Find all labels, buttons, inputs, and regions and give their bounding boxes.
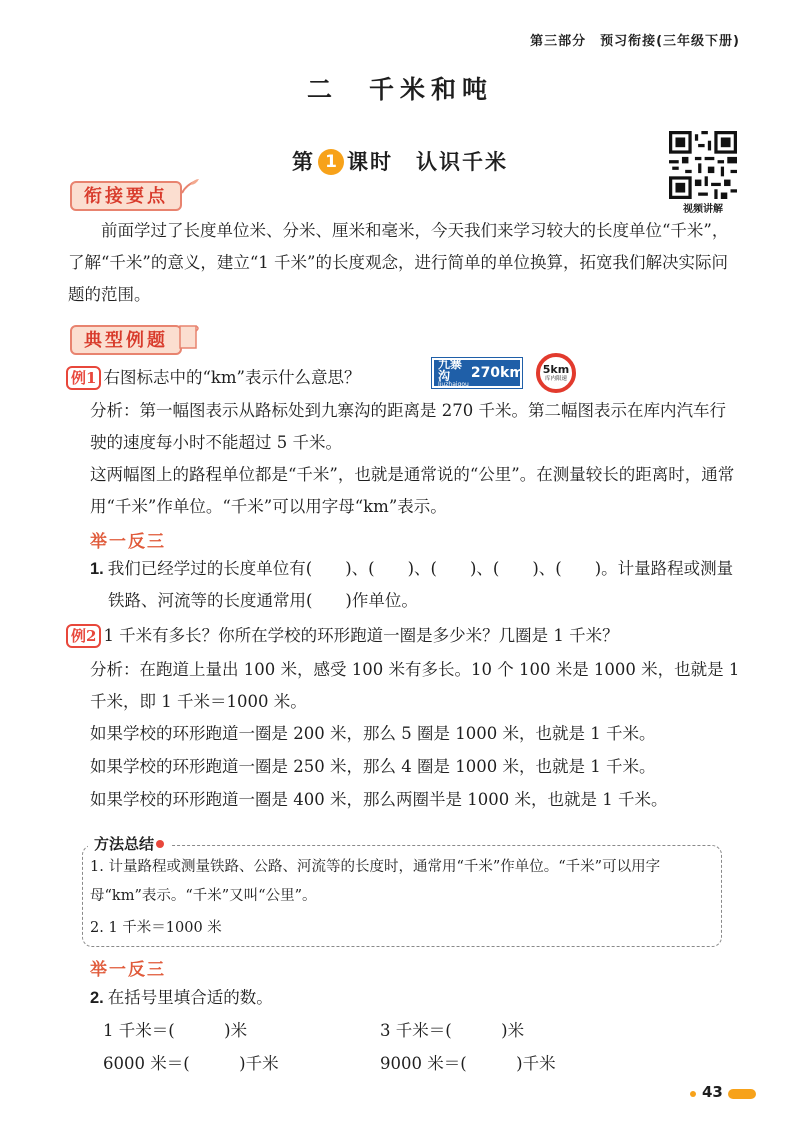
fill-blank-item[interactable]: 3 千米＝( )米: [380, 1021, 525, 1040]
speed-limit-caption: 库内限速: [544, 376, 567, 382]
example1-question-line: [66, 362, 426, 394]
examples-section-tag: 典型例题: [70, 325, 182, 355]
practice2-heading: 举一反三: [90, 960, 166, 980]
example2-analysis: 分析：在跑道上量出 100 米，感受 100 米有多长。10 个 100 米是 1000 米，也就是 1 千米，即 1 千米＝1000 米。: [90, 660, 740, 711]
example2-label: 例2: [66, 624, 101, 648]
example1-analysis: 分析：第一幅图表示从路标处到九寨沟的距离是 270 千米。第二幅图表示在库内汽车行驶的速度每小时不能超过 5 千米。: [90, 401, 726, 452]
chapter-title: 二 千米和吨: [306, 75, 493, 104]
example2-line: 如果学校的环形跑道一圈是 250 米，那么 4 圈是 1000 米，也就是 1 千米。: [90, 757, 656, 776]
example1-label: 例1: [66, 366, 101, 390]
practice2-question: [90, 982, 740, 1014]
fill-blank-item[interactable]: 1 千米＝( )米: [103, 1021, 248, 1040]
speed-limit-sign: [536, 353, 576, 393]
example1-question: 右图标志中的“km”表示什么意思？: [103, 368, 361, 387]
road-sign-place: 九寨沟: [438, 357, 463, 383]
method-item-1: 1. 计量路程或测量铁路、公路、河流等的长度时，通常用“千米”作单位。“千米”可以用字母“km”表示。“千米”又叫“公里”。: [90, 859, 661, 904]
method-item-2: 2. 1 千米＝1000 米: [90, 920, 222, 936]
dot-icon: [156, 840, 164, 848]
method-summary-title: 方法总结: [94, 835, 155, 853]
example2-line: 如果学校的环形跑道一圈是 400 米，那么两圈半是 1000 米，也就是 1 千米。: [90, 790, 668, 809]
scroll-flag-icon: [178, 322, 200, 352]
road-sign-pinyin: Jiuzhaigou: [438, 381, 469, 388]
practice1-text: 我们已经学过的长度单位有( )、( )、( )、( )、( )。计量路程或测量铁路、河流等的长度通常用( )作单位。: [107, 559, 734, 610]
lesson-prefix: 第: [292, 150, 315, 174]
fill-blank-item[interactable]: 9000 米＝( )千米: [380, 1054, 556, 1073]
road-sign: [432, 358, 522, 388]
bridge-paragraph: 前面学过了长度单位米、分米、厘米和毫米，今天我们来学习较大的长度单位“千米”，了解“千米”的意义，建立“1 千米”的长度观念，进行简单的单位换算，拓宽我们解决实际问题的范围。: [68, 221, 729, 304]
lesson-number-badge: 1: [318, 149, 344, 175]
bridge-section-tag: 衔接要点: [70, 181, 182, 211]
page-bar-icon: [728, 1089, 756, 1099]
practice1-heading: 举一反三: [90, 532, 166, 552]
qr-label: 视频讲解: [683, 204, 723, 215]
speed-limit-value: 5km: [542, 363, 570, 376]
road-sign-distance: 270km: [470, 365, 524, 381]
lesson-suffix: 课时 认识千米: [347, 150, 508, 174]
practice1-question: [90, 553, 740, 617]
fill-blank-item[interactable]: 6000 米＝( )千米: [103, 1054, 279, 1073]
page-dot-icon: [690, 1091, 696, 1097]
practice2-text: 在括号里填合适的数。: [107, 988, 273, 1007]
method-summary-tag: [88, 833, 170, 854]
qr-code-icon[interactable]: [669, 131, 737, 199]
example2-question-line: [66, 620, 746, 652]
example2-line: 如果学校的环形跑道一圈是 200 米，那么 5 圈是 1000 米，也就是 1 千米。: [90, 724, 656, 743]
running-head: 第三部分 预习衔接(三年级下册): [530, 34, 740, 49]
sprout-icon: [178, 177, 200, 195]
practice1-number: 1.: [90, 560, 104, 578]
practice2-number: 2.: [90, 989, 104, 1007]
example2-question: 1 千米有多长？你所在学校的环形跑道一圈是多少米？几圈是 1 千米？: [103, 626, 619, 645]
example1-conclusion: 这两幅图上的路程单位都是“千米”，也就是通常说的“公里”。在测量较长的距离时，通常用“千米”作单位。“千米”可以用字母“km”表示。: [90, 465, 735, 516]
page-number: 43: [702, 1083, 723, 1101]
